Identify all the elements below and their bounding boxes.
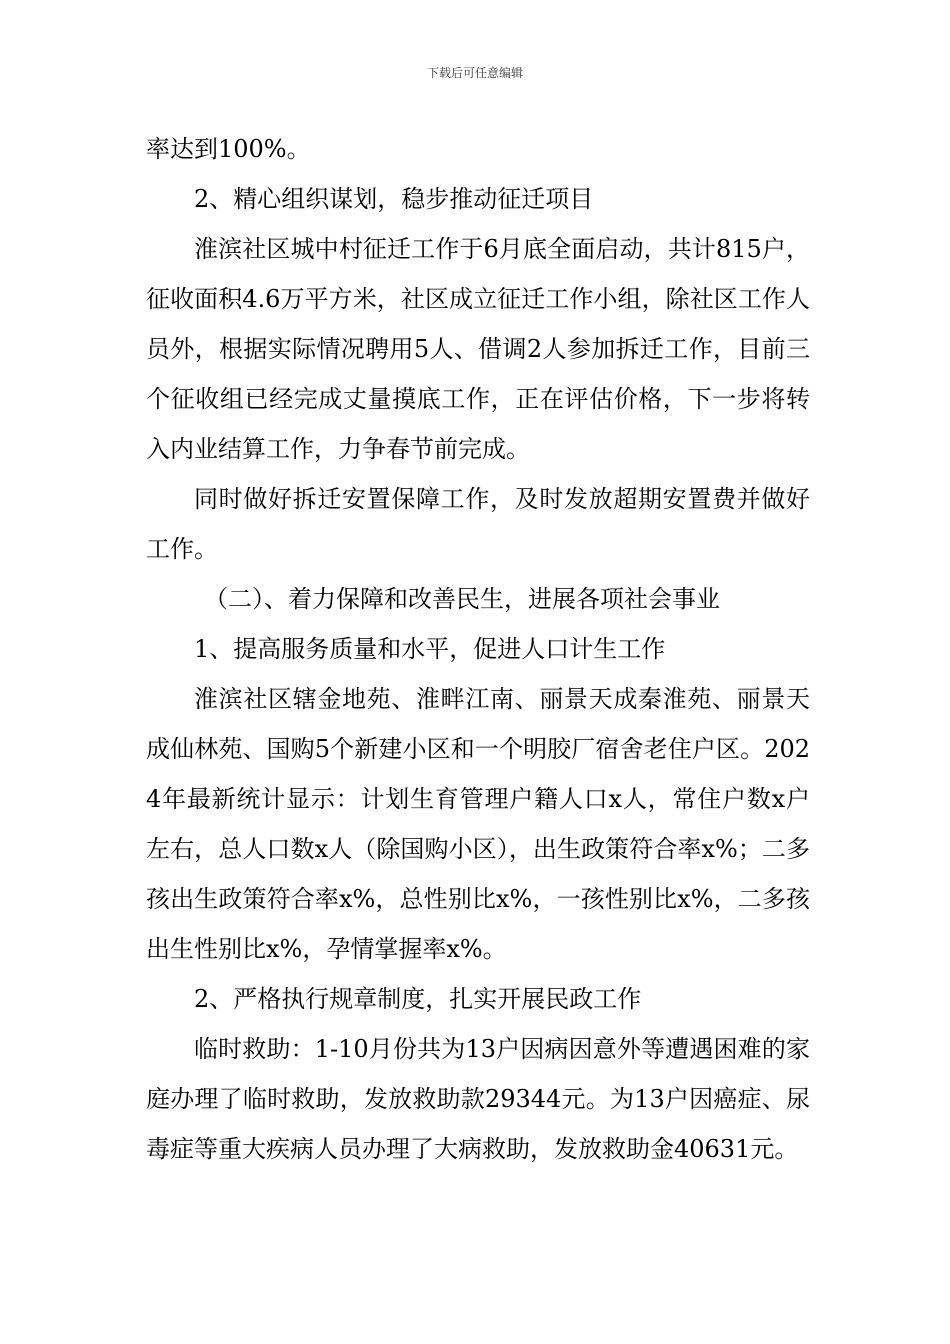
paragraph-population-stats: 淮滨社区辖金地苑、淮畔江南、丽景天成秦淮苑、丽景天成仙林苑、国购5个新建小区和一个明胶厂宿舍老住户区。2024年最新统计显示：计划生育管理户籍人口x人，常住户数x户左右，总人口数x人（除国购小区），出生政策符合率x%；二多孩出生政策符合率x%，总性别比x%，一孩性别比x%，二多孩出生性别比x%，孕情掌握率x%。 xyxy=(146,685,810,963)
heading-civil-affairs: 2、严格执行规章制度，扎实开展民政工作 xyxy=(194,985,642,1013)
paragraph-resettlement: 同时做好拆迁安置保障工作，及时发放超期安置费并做好工作。 xyxy=(146,485,810,563)
paragraph-relocation-details: 淮滨社区城中村征迁工作于6月底全面启动，共计815户，征收面积4.6万平方米，社区成立征迁工作小组，除社区工作人员外，根据实际情况聘用5人、借调2人参加拆迁工作，目前三个征收组已经完成丈量摸底工作，正在评估价格，下一步将转入内业结算工作，力争春节前完成。 xyxy=(146,235,810,463)
heading-relocation-project: 2、精心组织谋划，稳步推动征迁项目 xyxy=(194,185,594,213)
paragraph-rate-continuation: 率达到100%。 xyxy=(146,135,311,163)
heading-family-planning: 1、提高服务质量和水平，促进人口计生工作 xyxy=(194,635,666,663)
page-header-note: 下载后可任意编辑 xyxy=(426,66,523,80)
paragraph-temporary-relief: 临时救助：1-10月份共为13户因病因意外等遭遇困难的家庭办理了临时救助，发放救助款29344元。为13户因癌症、尿毒症等重大疾病人员办理了大病救助，发放救助金40631元。 xyxy=(146,1035,810,1163)
document-body xyxy=(146,124,810,1174)
section-heading-livelihood: （二）、着力保障和改善民生，进展各项社会事业 xyxy=(204,585,720,613)
